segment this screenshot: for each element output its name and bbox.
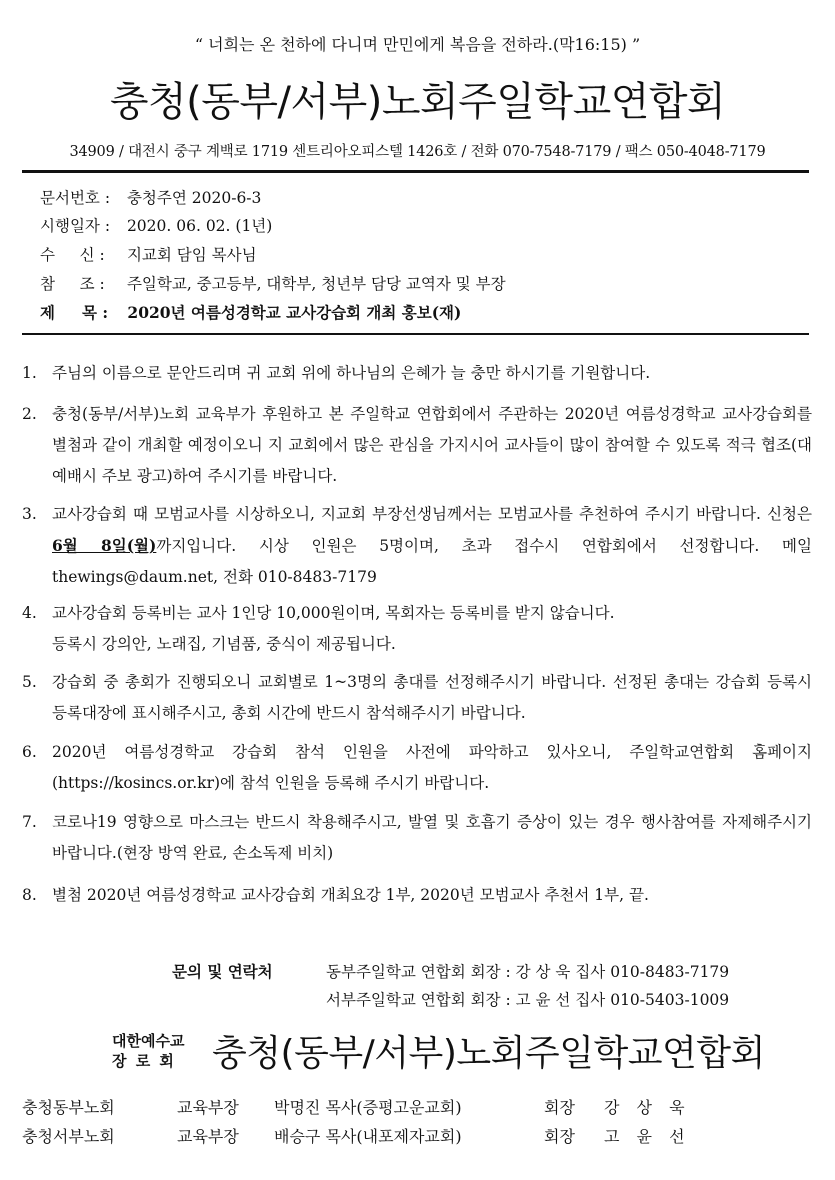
header-divider (22, 170, 809, 173)
list-item: 1. 주님의 이름으로 문안드리며 귀 교회 위에 하나님의 은혜가 늘 충만 하시기를 기원합니다. (22, 364, 651, 382)
deadline-highlight: 6월 8일(월) (52, 536, 157, 555)
list-item: 6. 2020년 여름성경학교 강습회 참석 인원을 사전에 파악하고 있사오니, 주일학교연합회 홈페이지(https://kosincs.or.kr)에 참석 인원을 등록해 주시기 바랍니다. (22, 743, 812, 792)
list-item: 5. 강습회 중 총회가 진행되오니 교회별로 1~3명의 총대를 선정해주시기 바랍니다. 선정된 총대는 강습회 등록시 등록대장에 표시해주시고, 총회 시간에 반드시 참석해주시기 바랍니다. (22, 673, 812, 722)
motto-verse: “ 너희는 온 천하에 다니며 만민에게 복음을 전하라.(막16:15) ” (194, 35, 641, 54)
issue-date: 2020. 06. 02. (1년) (126, 217, 273, 235)
contact-west: 서부주일학교 연합회 회장 : 고 윤 선 집사 010-5403-1009 (326, 991, 730, 1009)
list-item: 4. 교사강습회 등록비는 교사 1인당 10,000원이며, 목회자는 등록비를 받지 않습니다. 등록시 강의안, 노래집, 기념품, 중식이 제공됩니다. (22, 604, 615, 653)
denomination-line1: 대한예수교 (112, 1032, 185, 1050)
issue-date-row: 시행일자 : 2020. 06. 02. (1년) (40, 217, 273, 235)
doc-number-row: 문서번호 : 충청주연 2020-6-3 (40, 189, 262, 207)
reference-row: 참 조 : 주일학교, 중고등부, 대학부, 청년부 담당 교역자 및 부장 (40, 275, 506, 293)
subject: 2020년 여름성경학교 교사강습회 개최 홍보(재) (127, 303, 462, 322)
contact-label: 문의 및 연락처 (172, 962, 273, 981)
org-title: 충청(동부/서부)노회주일학교연합회 (109, 79, 726, 125)
signature-org-title: 충청(동부/서부)노회주일학교연합회 (212, 1033, 765, 1074)
list-item: 2. 충청(동부/서부)노회 교육부가 후원하고 본 주일학교 연합회에서 주관하는 2020년 여름성경학교 교사강습회를 별첨과 같이 개최할 예정이오니 지 교회에서 많은 관심을 가지시어 교사들이 많이 참여할 수 있도록 적극 협조(대예배시 주보 광고)하여 주시기를 바랍니다. (22, 405, 812, 485)
meta-divider (22, 333, 809, 335)
doc-number: 충청주연 2020-6-3 (126, 189, 262, 207)
recipient-row: 수 신 : 지교회 담임 목사님 (40, 246, 257, 264)
list-item: 3. 교사강습회 때 모범교사를 시상하오니, 지교회 부장선생님께서는 모범교사를 추천하여 주시기 바랍니다. 신청은 6월 8일(월)까지입니다. 시상 인원은 5명이며, 초과 접수시 연합회에서 선정합니다. 메일 thewings@daum.net, 전화 010-8483-7179 (22, 505, 812, 586)
list-item: 7. 코로나19 영향으로 마스크는 반드시 착용해주시고, 발열 및 호흡기 증상이 있는 경우 행사참여를 자제해주시기 바랍니다.(현장 방역 완료, 손소독제 비치) (22, 813, 812, 862)
denomination-line2: 장 로 회 (112, 1052, 176, 1070)
org-address: 34909 / 대전시 중구 계백로 1719 센트리아오피스텔 1426호 / 전화 070-7548-7179 / 팩스 050-4048-7179 (69, 144, 766, 160)
recipient: 지교회 담임 목사님 (126, 246, 257, 264)
reference: 주일학교, 중고등부, 대학부, 청년부 담당 교역자 및 부장 (126, 275, 506, 293)
contact-east: 동부주일학교 연합회 회장 : 강 상 욱 집사 010-8483-7179 (326, 963, 730, 981)
subject-row: 제 목 : 2020년 여름성경학교 교사강습회 개최 홍보(재) (40, 303, 462, 322)
list-item: 8. 별첨 2020년 여름성경학교 교사강습회 개최요강 1부, 2020년 모범교사 추천서 1부, 끝. (22, 886, 649, 904)
